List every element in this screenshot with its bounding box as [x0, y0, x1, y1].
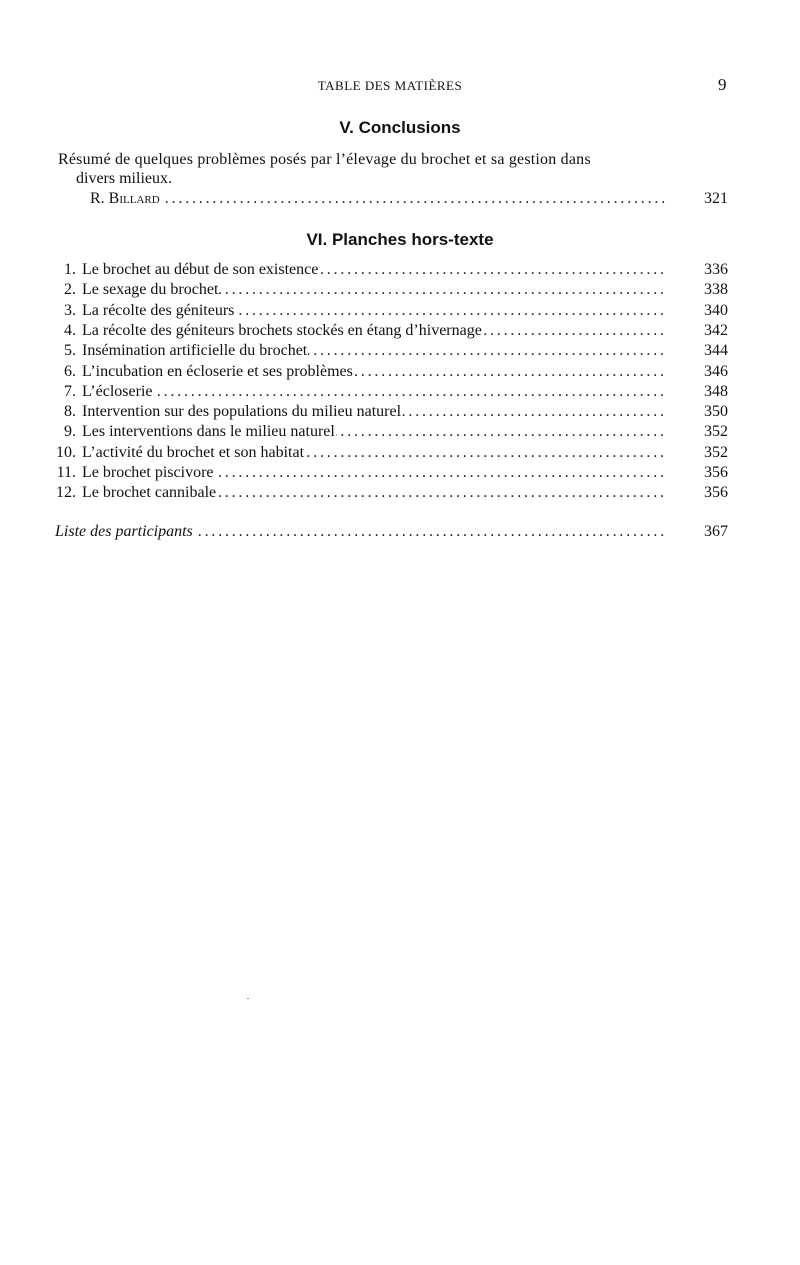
entry-author: R. Billard: [90, 190, 160, 207]
plate-page: 356: [704, 484, 728, 502]
plate-row: [0, 341, 800, 361]
entry-title-line-1: Résumé de quelques problèmes posés par l’élevage du brochet et sa gestion dans: [58, 151, 591, 168]
plate-number: 1.: [64, 261, 76, 278]
plate-row: [0, 463, 800, 483]
plate-page: 352: [704, 423, 728, 441]
plate-title: Le brochet piscivore: [82, 464, 214, 481]
participants-row: [0, 522, 800, 542]
plate-page: 344: [704, 342, 728, 360]
plate-row: [0, 382, 800, 402]
plate-number: 11.: [56, 464, 76, 481]
plate-row: [0, 301, 800, 321]
plate-number: 8.: [64, 403, 76, 421]
plate-row: [0, 402, 800, 422]
plate-page: 348: [704, 382, 728, 400]
plate-page: 338: [704, 281, 728, 299]
plate-row: [0, 483, 800, 503]
plate-row: [0, 280, 800, 300]
plate-page: 350: [704, 403, 728, 421]
plate-page: 346: [704, 362, 728, 380]
plate-title: Insémination artificielle du brochet: [82, 342, 308, 360]
section-heading-conclusions: V. Conclusions: [339, 118, 461, 137]
plate-row: [0, 443, 800, 463]
running-header: [0, 76, 800, 96]
participants-page: 367: [704, 523, 728, 540]
plate-page: 342: [704, 321, 728, 339]
participants-title: Liste des participants: [55, 523, 193, 540]
plate-page: 336: [704, 261, 728, 278]
plate-number: 7.: [64, 382, 76, 400]
plate-row: [0, 362, 800, 382]
plate-title: L’écloserie: [82, 382, 153, 400]
plate-number: 4.: [64, 321, 76, 339]
plate-number: 2.: [64, 281, 76, 299]
plate-title: La récolte des géniteurs: [82, 301, 235, 319]
plate-number: 9.: [64, 423, 76, 441]
plate-title: L’incubation en écloserie et ses problèmes: [82, 362, 353, 380]
plate-number: 6.: [64, 362, 76, 380]
section-heading-planches: VI. Planches hors-texte: [306, 230, 494, 249]
plate-title: Le brochet au début de son existence: [82, 261, 319, 278]
plate-title: Le sexage du brochet: [82, 281, 219, 299]
speck: [247, 998, 249, 999]
plate-number: 10.: [56, 443, 76, 461]
plate-row: [0, 260, 800, 280]
plate-title: Les interventions dans le milieu naturel: [82, 423, 335, 441]
plate-title: Intervention sur des populations du milieu naturel: [82, 403, 402, 421]
plate-page: 352: [704, 443, 728, 461]
plate-row: [0, 422, 800, 442]
entry-title-line-2: divers milieux.: [76, 170, 172, 187]
author-row: [0, 189, 800, 209]
page-number: 9: [718, 75, 727, 94]
plate-row: [0, 321, 800, 341]
plate-page: 340: [704, 301, 728, 319]
plate-number: 12.: [56, 484, 76, 502]
plate-number: 5.: [64, 342, 76, 360]
plate-page: 356: [704, 464, 728, 481]
running-title: TABLE DES MATIÈRES: [317, 78, 463, 93]
plate-title: L’activité du brochet et son habitat: [82, 443, 305, 461]
plate-title: La récolte des géniteurs brochets stockés en étang d’hivernage: [82, 321, 482, 339]
plate-number: 3.: [64, 301, 76, 319]
plate-title: Le brochet cannibale: [82, 484, 217, 502]
entry-page: 321: [704, 190, 728, 207]
